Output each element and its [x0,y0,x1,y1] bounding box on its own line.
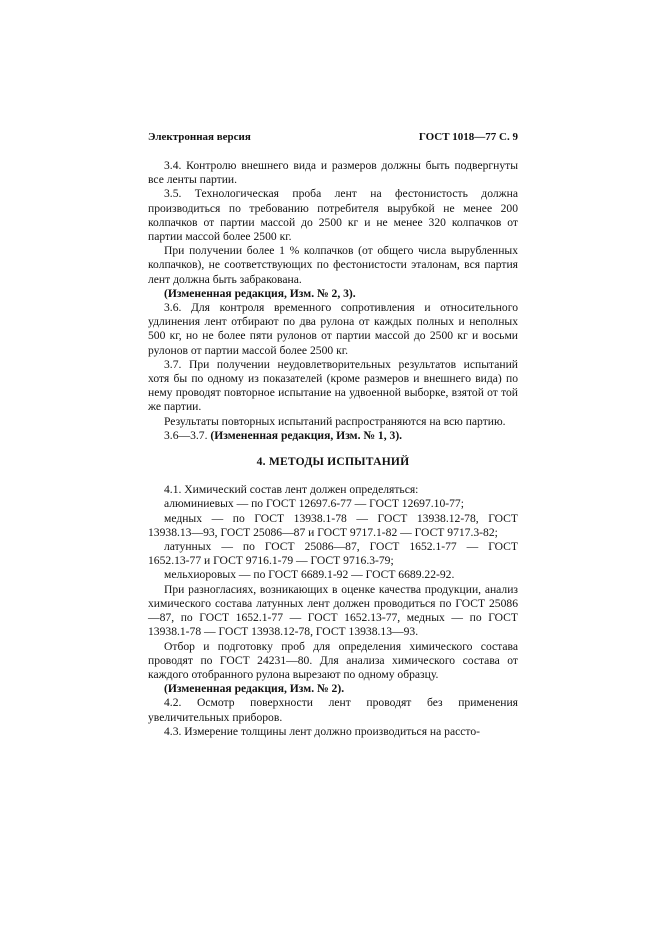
amendment-range: 3.6—3.7. [164,428,208,442]
brass-methods-line2: 1652.13-77 и ГОСТ 9716.1-79 — ГОСТ 9716.3-79; [148,554,394,568]
paragraph-3-7-results: Результаты повторных испытаний распространяются на всю партию. [164,414,506,428]
cupronickel-methods: мельхиоровых — по ГОСТ 6689.1-92 — ГОСТ 6689.22-92. [164,568,455,582]
header-right: ГОСТ 1018—77 С. 9 [418,131,518,143]
amendment-note-1-3 [148,429,518,443]
aluminium-methods: алюминиевых — по ГОСТ 12697.6-77 — ГОСТ 12697.10-77; [164,497,464,511]
amendment-text: (Измененная редакция, Изм. № 1, 3). [210,428,403,442]
paragraph-3-5: 3.5. Технологическая проба лент на фестонистость должна производиться по требованию потребителя вырубкой не менее 200 колпачков от партии массой до 2500 кг и не менее 320 колпачков от партии массой более 2500 кг. [148,187,518,244]
paragraph-3-5-rejection: При получении более 1 % колпачков (от общего числа вырубленных колпачков), не соответствующих по фестонистости эталонам, вся партия лент должна быть забракована. [148,244,518,286]
amendment-note-2: (Измененная редакция, Изм. № 2). [164,682,345,696]
paragraph-3-4: 3.4. Контролю внешнего вида и размеров должны быть подвергнуты все ленты партии. [148,159,518,187]
paragraph-4-1: 4.1. Химический состав лент должен определяться: [164,483,419,497]
section-title: 4. МЕТОДЫ ИСПЫТАНИЙ [256,455,410,469]
paragraph-3-6: 3.6. Для контроля временного сопротивления и относительного удлинения лент отбирают по два рулона от каждых полных и неполных 500 кг, но не более пяти рулонов от партии массой до 2500 кг и восьми рулонов от партии массой более 2500 кг. [148,301,518,357]
paragraph-4-3: 4.3. Измерение толщины лент должно производиться на рассто- [164,724,480,738]
document-body [148,159,518,739]
copper-methods-line1: медных — по ГОСТ 13938.1-78 — ГОСТ 13938.12-78, ГОСТ [164,511,518,525]
amendment-note-2-3: (Измененная редакция, Изм. № 2, 3). [164,286,356,300]
copper-methods-line2: 13938.13—93, ГОСТ 25086—87 и ГОСТ 9717.1-82 — ГОСТ 9717.3-82; [148,525,498,539]
paragraph-disagreement: При разногласиях, возникающих в оценке качества продукции, анализ химического состава латунных лент должен проводиться по ГОСТ 25086—87, по ГОСТ 1652.1-77 — ГОСТ 1652.13-77, медных — по ГОСТ 13938.1-78 — ГОСТ 13938.12-78, ГОСТ 13938.13—93. [148,582,518,639]
paragraph-4-2: 4.2. Осмотр поверхности лент проводят без применения увеличительных приборов. [148,696,518,724]
paragraph-sampling: Отбор и подготовку проб для определения химического состава проводят по ГОСТ 24231—80. Для анализа химического состава от каждого отобранного рулона вырезают по одному образцу. [148,639,518,681]
header-left: Электронная версия [148,131,251,143]
paragraph-3-7: 3.7. При получении неудовлетворительных результатов испытаний хотя бы по одному из показателей (кроме размеров и внешнего вида) по нему проводят повторное испытание на удвоенной выборке, взятой от той же партии. [148,357,518,414]
brass-methods-line1: латунных — по ГОСТ 25086—87, ГОСТ 1652.1-77 — ГОСТ [164,540,518,554]
